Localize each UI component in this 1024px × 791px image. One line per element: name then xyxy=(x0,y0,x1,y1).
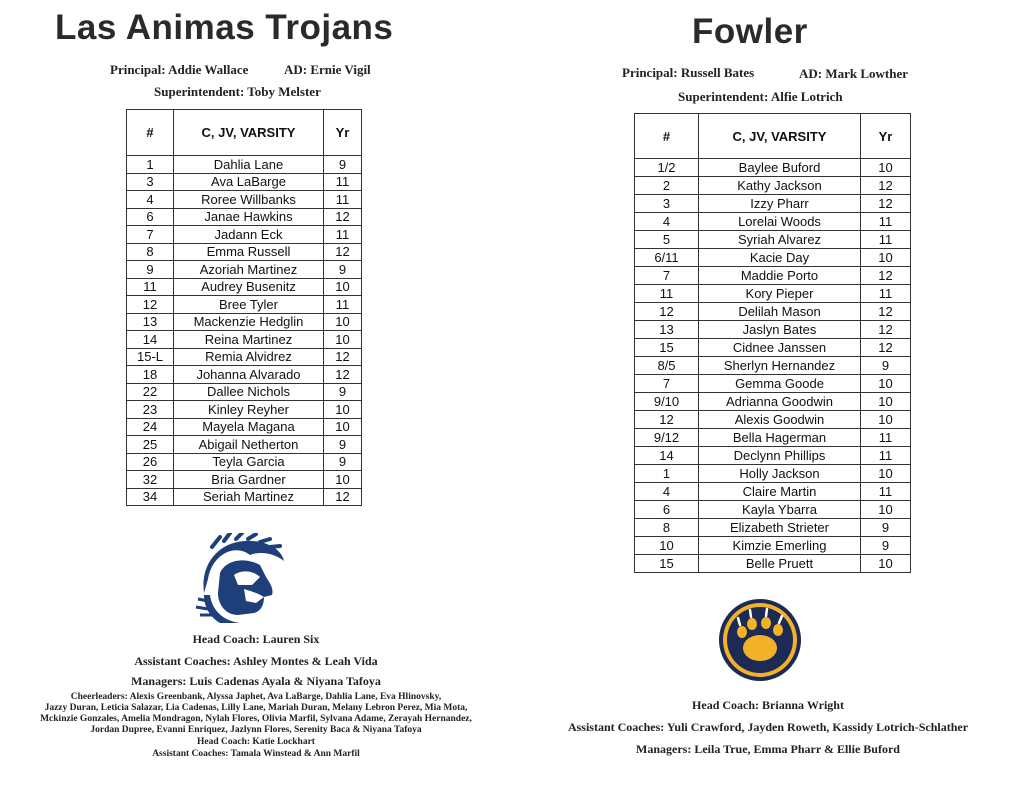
table-row xyxy=(635,357,911,375)
cell-number: 8 xyxy=(127,243,174,261)
cell-number: 18 xyxy=(127,366,174,384)
cell-player-name: Cidnee Janssen xyxy=(699,339,861,357)
cell-number: 3 xyxy=(635,195,699,213)
cell-player-name: Roree Willbanks xyxy=(174,191,324,209)
trojan-logo-icon xyxy=(190,533,286,625)
roster-table xyxy=(126,109,362,506)
cell-player-name: Bella Hagerman xyxy=(699,429,861,447)
cell-year: 10 xyxy=(861,411,911,429)
managers: Managers: Luis Cadenas Ayala & Niyana Tafoya xyxy=(131,674,381,688)
cell-player-name: Lorelai Woods xyxy=(699,213,861,231)
cell-player-name: Johanna Alvarado xyxy=(174,366,324,384)
cell-number: 1 xyxy=(127,156,174,174)
table-row xyxy=(127,243,362,261)
cell-player-name: Kinley Reyher xyxy=(174,401,324,419)
cell-player-name: Emma Russell xyxy=(174,243,324,261)
cell-year: 9 xyxy=(861,537,911,555)
cell-player-name: Mackenzie Hedglin xyxy=(174,313,324,331)
table-row xyxy=(127,173,362,191)
table-row xyxy=(127,488,362,506)
cheer-assistant-coaches: Assistant Coaches: Tamala Winstead & Ann Marfil xyxy=(152,749,360,759)
cell-player-name: Declynn Phillips xyxy=(699,447,861,465)
assistant-coaches: Assistant Coaches: Yuli Crawford, Jayden Roweth, Kassidy Lotrich-Schlather xyxy=(567,720,969,734)
col-name-header: C, JV, VARSITY xyxy=(699,114,861,159)
table-row xyxy=(635,159,911,177)
cell-number: 15 xyxy=(635,555,699,573)
cell-year: 10 xyxy=(861,249,911,267)
principal-line: Principal: Russell Bates xyxy=(622,65,755,80)
table-row xyxy=(127,348,362,366)
roster-body xyxy=(635,159,911,573)
cell-number: 12 xyxy=(635,303,699,321)
cell-player-name: Teyla Garcia xyxy=(174,453,324,471)
cell-year: 10 xyxy=(861,375,911,393)
table-header-row xyxy=(127,110,362,156)
cell-player-name: Bria Gardner xyxy=(174,471,324,489)
cell-number: 14 xyxy=(635,447,699,465)
superintendent-line: Superintendent: Alfie Lotrich xyxy=(678,89,843,104)
cell-year: 12 xyxy=(324,488,362,506)
cell-year: 12 xyxy=(861,195,911,213)
bear-paw-logo-icon xyxy=(718,598,802,682)
cell-number: 10 xyxy=(635,537,699,555)
cell-player-name: Seriah Martinez xyxy=(174,488,324,506)
cell-number: 12 xyxy=(635,411,699,429)
table-row xyxy=(635,213,911,231)
cell-year: 11 xyxy=(861,213,911,231)
cell-year: 12 xyxy=(861,303,911,321)
cell-number: 4 xyxy=(635,483,699,501)
table-row xyxy=(635,267,911,285)
table-row xyxy=(127,313,362,331)
cell-number: 22 xyxy=(127,383,174,401)
cell-number: 9 xyxy=(127,261,174,279)
cell-number: 13 xyxy=(635,321,699,339)
cheer-line-3: Mckinzie Gonzales, Amelia Mondragon, Nylah Flores, Olivia Marfil, Sylvana Adame, Zerayah Hernandez, xyxy=(40,714,472,724)
cell-player-name: Kory Pieper xyxy=(699,285,861,303)
assistant-coaches: Assistant Coaches: Ashley Montes & Leah Vida xyxy=(134,654,378,668)
cell-player-name: Elizabeth Strieter xyxy=(699,519,861,537)
table-row xyxy=(127,296,362,314)
ad-line: AD: Ernie Vigil xyxy=(284,62,371,77)
cell-year: 12 xyxy=(324,348,362,366)
cell-year: 9 xyxy=(324,383,362,401)
table-row xyxy=(127,331,362,349)
cell-player-name: Remia Alvidrez xyxy=(174,348,324,366)
table-row xyxy=(635,339,911,357)
table-row xyxy=(635,249,911,267)
cell-number: 26 xyxy=(127,453,174,471)
cell-player-name: Audrey Busenitz xyxy=(174,278,324,296)
cell-player-name: Reina Martinez xyxy=(174,331,324,349)
table-row xyxy=(127,208,362,226)
cell-year: 10 xyxy=(861,501,911,519)
head-coach: Head Coach: Lauren Six xyxy=(192,632,320,646)
cheer-line-2: Jazzy Duran, Leticia Salazar, Lia Cadenas, Lilly Lane, Mariah Duran, Melany Lebron Perez, Mia Mota, xyxy=(44,703,468,713)
table-row xyxy=(635,429,911,447)
cell-player-name: Sherlyn Hernandez xyxy=(699,357,861,375)
roster-body xyxy=(127,156,362,506)
cell-number: 11 xyxy=(635,285,699,303)
cell-year: 10 xyxy=(324,331,362,349)
cheer-head-coach: Head Coach: Katie Lockhart xyxy=(197,737,315,747)
table-row xyxy=(635,411,911,429)
cell-year: 11 xyxy=(861,231,911,249)
table-row xyxy=(127,383,362,401)
table-row xyxy=(635,321,911,339)
cell-player-name: Kathy Jackson xyxy=(699,177,861,195)
cell-player-name: Delilah Mason xyxy=(699,303,861,321)
table-row xyxy=(127,453,362,471)
table-row xyxy=(127,226,362,244)
cell-player-name: Baylee Buford xyxy=(699,159,861,177)
cell-year: 9 xyxy=(324,436,362,454)
table-row xyxy=(635,195,911,213)
cell-player-name: Azoriah Martinez xyxy=(174,261,324,279)
cell-year: 12 xyxy=(324,366,362,384)
managers: Managers: Leila True, Emma Pharr & Ellie Buford xyxy=(636,742,900,756)
cell-year: 11 xyxy=(861,429,911,447)
col-name-header: C, JV, VARSITY xyxy=(174,110,324,156)
cell-year: 10 xyxy=(324,313,362,331)
team-title: Fowler xyxy=(692,12,808,51)
cell-number: 6 xyxy=(127,208,174,226)
cheer-line-4: Jordan Dupree, Evanni Enriquez, Jazlynn Flores, Serenity Baca & Niyana Tafoya xyxy=(90,725,422,735)
table-row xyxy=(127,418,362,436)
cell-number: 15-L xyxy=(127,348,174,366)
cell-player-name: Dahlia Lane xyxy=(174,156,324,174)
cell-number: 1/2 xyxy=(635,159,699,177)
ad-line: AD: Mark Lowther xyxy=(799,66,909,81)
cell-year: 11 xyxy=(324,191,362,209)
cell-number: 7 xyxy=(635,375,699,393)
table-row xyxy=(635,393,911,411)
head-coach: Head Coach: Brianna Wright xyxy=(692,698,844,712)
cell-number: 14 xyxy=(127,331,174,349)
cell-number: 13 xyxy=(127,313,174,331)
superintendent-line: Superintendent: Toby Melster xyxy=(154,84,321,99)
table-row xyxy=(635,285,911,303)
table-row xyxy=(127,191,362,209)
cell-year: 10 xyxy=(324,278,362,296)
cell-number: 8/5 xyxy=(635,357,699,375)
cell-player-name: Mayela Magana xyxy=(174,418,324,436)
table-row xyxy=(127,278,362,296)
cell-year: 9 xyxy=(324,261,362,279)
cell-player-name: Dallee Nichols xyxy=(174,383,324,401)
cell-player-name: Bree Tyler xyxy=(174,296,324,314)
cell-year: 11 xyxy=(324,226,362,244)
table-row xyxy=(127,471,362,489)
cell-number: 23 xyxy=(127,401,174,419)
cell-number: 6 xyxy=(635,501,699,519)
cell-number: 7 xyxy=(635,267,699,285)
cell-player-name: Ava LaBarge xyxy=(174,173,324,191)
cell-number: 4 xyxy=(635,213,699,231)
cheer-line-1: Cheerleaders: Alexis Greenbank, Alyssa Japhet, Ava LaBarge, Dahlia Lane, Eva Hlinovsky, xyxy=(70,692,442,702)
cell-number: 15 xyxy=(635,339,699,357)
table-row xyxy=(635,375,911,393)
cell-year: 12 xyxy=(861,321,911,339)
cell-year: 11 xyxy=(324,173,362,191)
table-header-row xyxy=(635,114,911,159)
cell-number: 25 xyxy=(127,436,174,454)
cell-year: 9 xyxy=(861,357,911,375)
table-row xyxy=(635,537,911,555)
cell-number: 2 xyxy=(635,177,699,195)
table-row xyxy=(635,231,911,249)
col-year-header: Yr xyxy=(324,110,362,156)
col-number-header: # xyxy=(127,110,174,156)
cell-number: 5 xyxy=(635,231,699,249)
table-row xyxy=(635,555,911,573)
cell-year: 11 xyxy=(861,483,911,501)
cell-player-name: Alexis Goodwin xyxy=(699,411,861,429)
cell-number: 6/11 xyxy=(635,249,699,267)
cell-year: 10 xyxy=(324,401,362,419)
cell-number: 9/10 xyxy=(635,393,699,411)
cell-year: 9 xyxy=(861,519,911,537)
table-row xyxy=(127,401,362,419)
table-row xyxy=(127,261,362,279)
cell-year: 10 xyxy=(861,465,911,483)
table-row xyxy=(127,436,362,454)
cell-number: 7 xyxy=(127,226,174,244)
cell-player-name: Maddie Porto xyxy=(699,267,861,285)
table-row xyxy=(635,483,911,501)
team-title: Las Animas Trojans xyxy=(55,8,394,47)
cell-year: 12 xyxy=(861,267,911,285)
cell-number: 8 xyxy=(635,519,699,537)
cell-player-name: Kacie Day xyxy=(699,249,861,267)
cell-year: 11 xyxy=(861,447,911,465)
cell-player-name: Belle Pruett xyxy=(699,555,861,573)
cell-number: 12 xyxy=(127,296,174,314)
cell-number: 3 xyxy=(127,173,174,191)
cell-player-name: Gemma Goode xyxy=(699,375,861,393)
cell-number: 34 xyxy=(127,488,174,506)
cell-player-name: Izzy Pharr xyxy=(699,195,861,213)
cell-player-name: Kayla Ybarra xyxy=(699,501,861,519)
roster-table xyxy=(634,113,911,573)
cell-player-name: Jadann Eck xyxy=(174,226,324,244)
cell-year: 11 xyxy=(861,285,911,303)
cell-player-name: Kimzie Emerling xyxy=(699,537,861,555)
cell-year: 10 xyxy=(861,393,911,411)
table-row xyxy=(635,465,911,483)
cell-year: 12 xyxy=(324,243,362,261)
cell-year: 10 xyxy=(861,159,911,177)
cell-year: 12 xyxy=(861,339,911,357)
cell-number: 24 xyxy=(127,418,174,436)
table-row xyxy=(635,519,911,537)
table-row xyxy=(635,177,911,195)
col-number-header: # xyxy=(635,114,699,159)
cell-number: 1 xyxy=(635,465,699,483)
cell-player-name: Janae Hawkins xyxy=(174,208,324,226)
table-row xyxy=(635,447,911,465)
cell-number: 4 xyxy=(127,191,174,209)
cell-player-name: Adrianna Goodwin xyxy=(699,393,861,411)
cell-player-name: Syriah Alvarez xyxy=(699,231,861,249)
table-row xyxy=(635,501,911,519)
table-row xyxy=(127,156,362,174)
cell-number: 32 xyxy=(127,471,174,489)
cell-year: 9 xyxy=(324,453,362,471)
cell-player-name: Jaslyn Bates xyxy=(699,321,861,339)
cell-player-name: Holly Jackson xyxy=(699,465,861,483)
cell-number: 9/12 xyxy=(635,429,699,447)
cell-year: 10 xyxy=(324,418,362,436)
table-row xyxy=(127,366,362,384)
cell-number: 11 xyxy=(127,278,174,296)
cell-year: 9 xyxy=(324,156,362,174)
cell-year: 12 xyxy=(324,208,362,226)
table-row xyxy=(635,303,911,321)
cell-year: 12 xyxy=(861,177,911,195)
cell-year: 11 xyxy=(324,296,362,314)
cell-year: 10 xyxy=(324,471,362,489)
cell-year: 10 xyxy=(861,555,911,573)
cell-player-name: Claire Martin xyxy=(699,483,861,501)
principal-line: Principal: Addie Wallace xyxy=(110,62,249,77)
col-year-header: Yr xyxy=(861,114,911,159)
cell-player-name: Abigail Netherton xyxy=(174,436,324,454)
